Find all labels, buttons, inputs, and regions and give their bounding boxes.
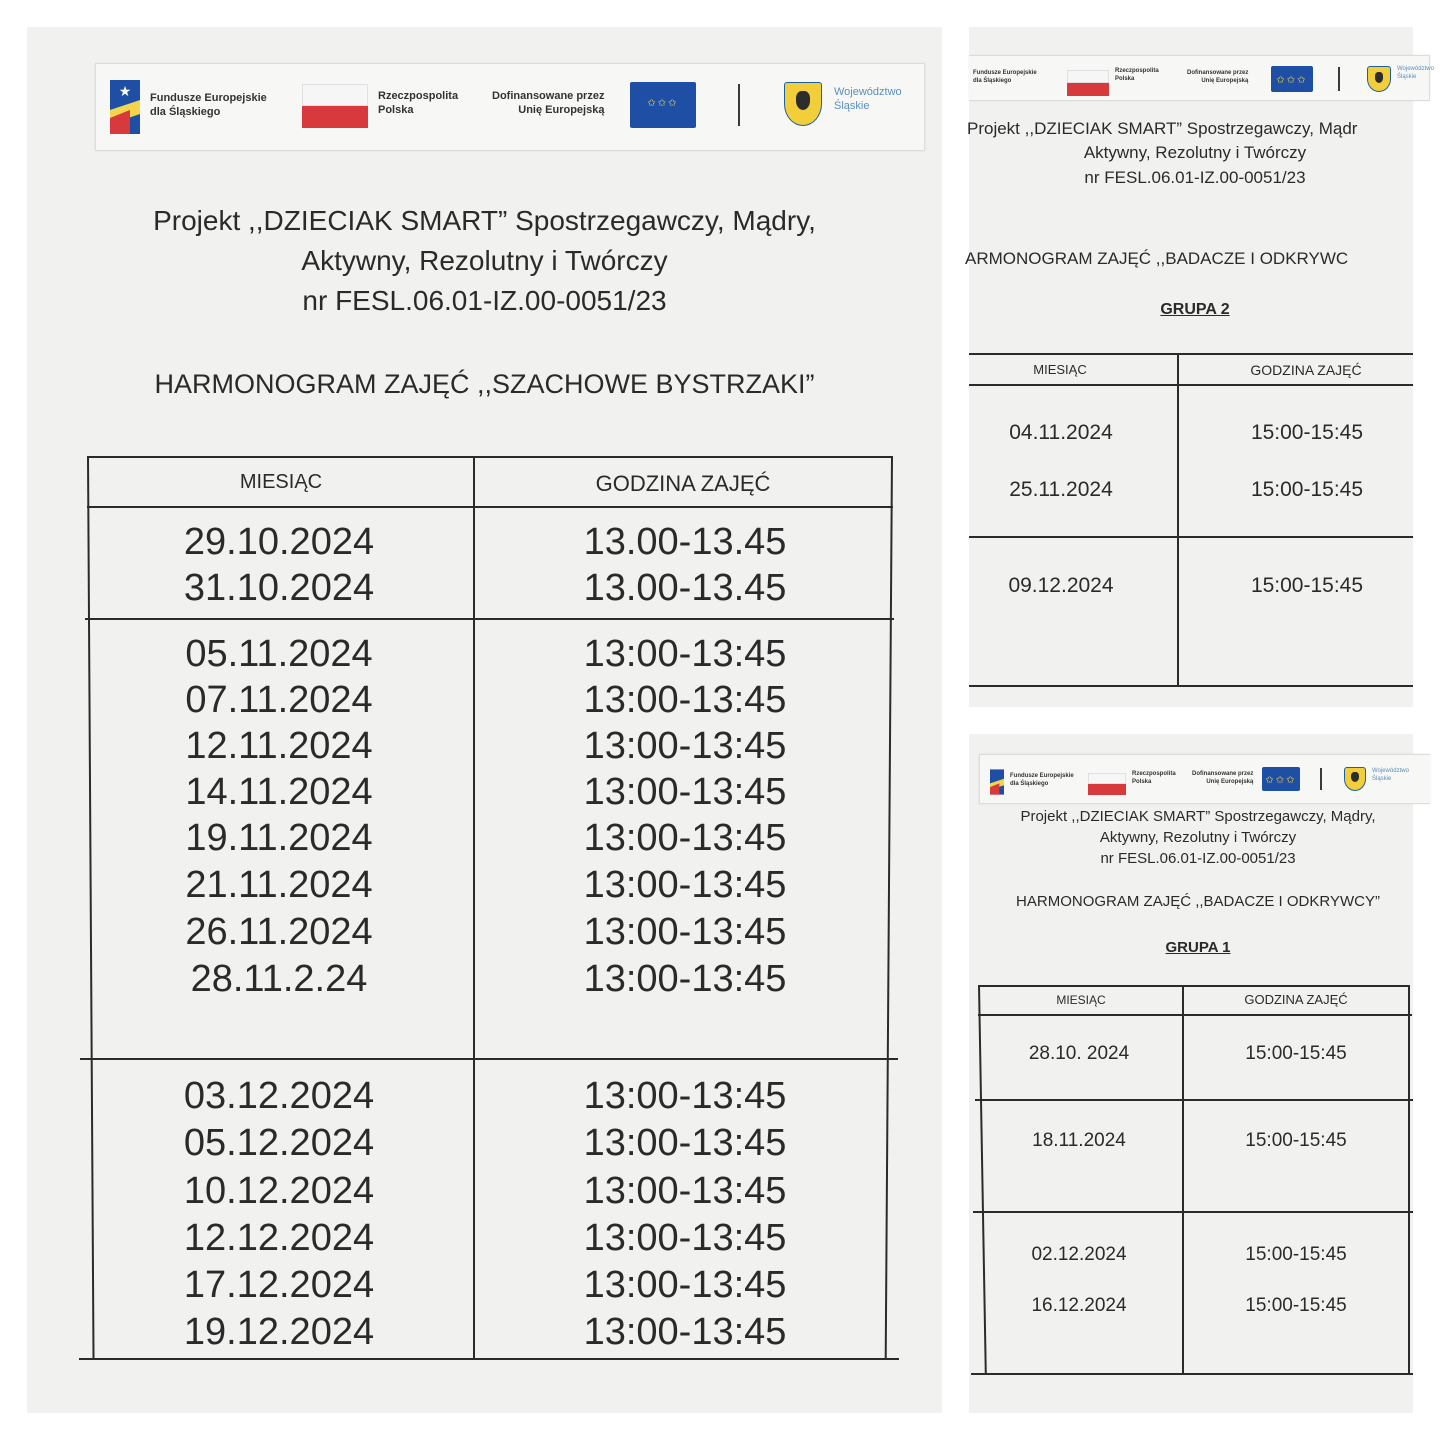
column-header-time: GODZINA ZAJĘĆ [1250,362,1362,378]
logo-separator [1320,768,1322,790]
table-cell-date: 21.11.2024 [185,864,373,906]
eu-funds-logo-icon [110,80,140,134]
poland-logo-text: Rzeczpospolita Polska [1115,68,1159,82]
table-cell-date: 05.11.2024 [185,633,373,675]
table-cell-time: 15:00-15:45 [1245,1043,1347,1064]
table-cell-date: 05.12.2024 [183,1122,375,1164]
region-logo-text: Województwo Śląskie [1397,66,1434,80]
table-cell-date: 09.12.2024 [1008,574,1114,597]
table-cell-date: 18.11.2024 [1032,1130,1126,1151]
table-cell-date: 04.11.2024 [1009,421,1113,444]
table-border-header [87,506,893,508]
schedule-title: HARMONOGRAM ZAJĘĆ ,,SZACHOWE BYSTRZAKI” [154,369,815,399]
table-border-right [1408,985,1410,1375]
table-cell-time: 13:00-13:45 [583,1217,787,1259]
project-title-line2: Aktywny, Rezolutny i Twórczy [1083,143,1307,162]
table-cell-time: 13:00-13:45 [583,817,787,859]
table-border-top [969,353,1413,355]
table-cell-time: 13:00-13:45 [583,1170,787,1212]
table-cell-time: 13:00-13:45 [583,1264,787,1306]
table-cell-date: 28.10. 2024 [1028,1043,1130,1064]
schedule-title: HARMONOGRAM ZAJĘĆ ,,BADACZE I ODKRYWCY” [1016,893,1380,910]
schedule-sheet-badacze-grupa-1 [969,734,1413,1413]
table-cell-time: 13:00-13:45 [583,633,787,675]
table-cell-time: 15:00-15:45 [1250,478,1364,501]
eu-flag-icon [1271,66,1313,92]
column-header-month: MIESIĄC [1033,362,1087,377]
table-cell-time: 13.00-13.45 [583,567,787,609]
table-cell-date: 07.11.2024 [185,679,373,721]
table-cell-date: 02.12.2024 [1031,1244,1127,1265]
table-border-top [979,985,1409,987]
table-cell-date: 29.10.2024 [183,521,375,563]
table-border-group2 [973,1211,1413,1213]
table-cell-time: 13:00-13:45 [583,679,787,721]
table-cell-date: 03.12.2024 [183,1075,375,1117]
project-title-line1: Projekt ,,DZIECIAK SMART” Spostrzegawczy, Mądry, [153,205,816,236]
logo-separator [1338,67,1340,91]
eu-cofinanced-text: Dofinansowane przez Unię Europejską [1187,70,1249,84]
table-border-bottom [969,685,1413,687]
table-border-group2 [80,1058,898,1060]
table-cell-time: 13:00-13:45 [583,1311,787,1353]
table-cell-time: 15:00-15:45 [1245,1130,1347,1151]
schedule-title: ARMONOGRAM ZAJĘĆ ,,BADACZE I ODKRYWC [965,249,1349,268]
column-header-month: MIESIĄC [239,471,323,493]
table-cell-date: 12.11.2024 [185,725,373,767]
poland-flag-icon [1067,70,1109,96]
project-title-line2: Aktywny, Rezolutny i Twórczy [301,245,668,276]
eu-funds-logo-icon [990,769,1004,795]
project-title-line1: Projekt ,,DZIECIAK SMART” Spostrzegawczy, Mądry, [1020,808,1376,825]
table-border-bottom [79,1358,899,1360]
region-logo-text: Województwo Śląskie [834,86,902,112]
table-cell-time: 15:00-15:45 [1245,1295,1347,1316]
eu-funds-logo-text: Fundusze Europejskie dla Śląskiego [1010,773,1074,787]
project-number: nr FESL.06.01-IZ.00-0051/23 [302,285,667,316]
table-cell-time: 15:00-15:45 [1245,1244,1347,1265]
table-cell-time: 13:00-13:45 [583,958,787,1000]
eu-cofinanced-text: Dofinansowane przez Unię Europejską [1192,771,1254,785]
logo-separator [738,84,740,126]
table-cell-date: 19.11.2024 [185,817,373,859]
table-cell-time: 13:00-13:45 [583,725,787,767]
column-header-time: GODZINA ZAJĘĆ [1244,992,1348,1007]
table-border-header [978,1014,1412,1016]
silesia-coat-of-arms-icon [1367,66,1391,92]
table-cell-time: 13:00-13:45 [583,1075,787,1117]
table-cell-date: 28.11.2.24 [190,958,368,1000]
eu-cofinanced-text: Dofinansowane przez Unię Europejską [492,90,605,116]
table-cell-time: 15:00-15:45 [1250,574,1364,597]
table-cell-date: 26.11.2024 [185,911,373,953]
project-title-line2: Aktywny, Rezolutny i Twórczy [1099,829,1297,846]
poland-flag-icon [1088,773,1126,795]
table-cell-date: 25.11.2024 [1009,478,1113,501]
logo-bar [979,754,1430,804]
table-border-group1 [975,1099,1413,1101]
poland-logo-text: Rzeczpospolita Polska [378,90,459,116]
table-border-middle [1177,353,1179,687]
column-header-time: GODZINA ZAJĘĆ [595,471,771,496]
table-cell-time: 13:00-13:45 [583,771,787,813]
table-cell-date: 14.11.2024 [185,771,373,813]
eu-funds-logo-text: Fundusze Europejskie dla Śląskiego [973,70,1037,84]
group-label: GRUPA 2 [1160,301,1230,318]
eu-funds-logo-text: Fundusze Europejskie dla Śląskiego [150,92,267,118]
project-number: nr FESL.06.01-IZ.00-0051/23 [1084,168,1306,187]
project-title-line1: Projekt ,,DZIECIAK SMART” Spostrzegawczy, Mądr [967,119,1358,138]
silesia-coat-of-arms-icon [1344,767,1366,791]
poland-logo-text: Rzeczpospolita Polska [1132,771,1176,785]
table-border-group1 [85,618,894,620]
table-cell-date: 10.12.2024 [183,1170,375,1212]
table-cell-time: 13.00-13.45 [583,521,787,563]
table-cell-date: 16.12.2024 [1031,1295,1127,1316]
table-cell-date: 19.12.2024 [183,1311,375,1353]
column-header-month: MIESIĄC [1056,993,1106,1007]
table-border-top [88,456,892,458]
silesia-coat-of-arms-icon [784,82,822,126]
region-logo-text: Województwo Śląskie [1372,768,1409,782]
table-border-header [969,384,1413,386]
table-border-bottom [971,1373,1413,1375]
table-cell-date: 31.10.2024 [183,567,375,609]
table-border-group [969,536,1413,538]
svg-text:★: ★ [118,83,132,99]
table-cell-time: 13:00-13:45 [583,864,787,906]
poland-flag-icon [302,84,368,128]
group-label: GRUPA 1 [1165,939,1231,956]
logo-bar [95,63,925,151]
table-cell-date: 12.12.2024 [183,1217,375,1259]
table-cell-date: 17.12.2024 [183,1264,375,1306]
schedule-sheet-szachowe [27,27,942,1413]
project-number: nr FESL.06.01-IZ.00-0051/23 [1100,850,1296,867]
eu-flag-icon [1262,767,1300,791]
schedule-sheet-badacze-grupa-2 [965,27,1434,707]
logo-bar [969,55,1434,101]
table-cell-time: 13:00-13:45 [583,1122,787,1164]
table-cell-time: 15:00-15:45 [1250,421,1364,444]
table-cell-time: 13:00-13:45 [583,911,787,953]
eu-flag-icon [630,82,696,128]
